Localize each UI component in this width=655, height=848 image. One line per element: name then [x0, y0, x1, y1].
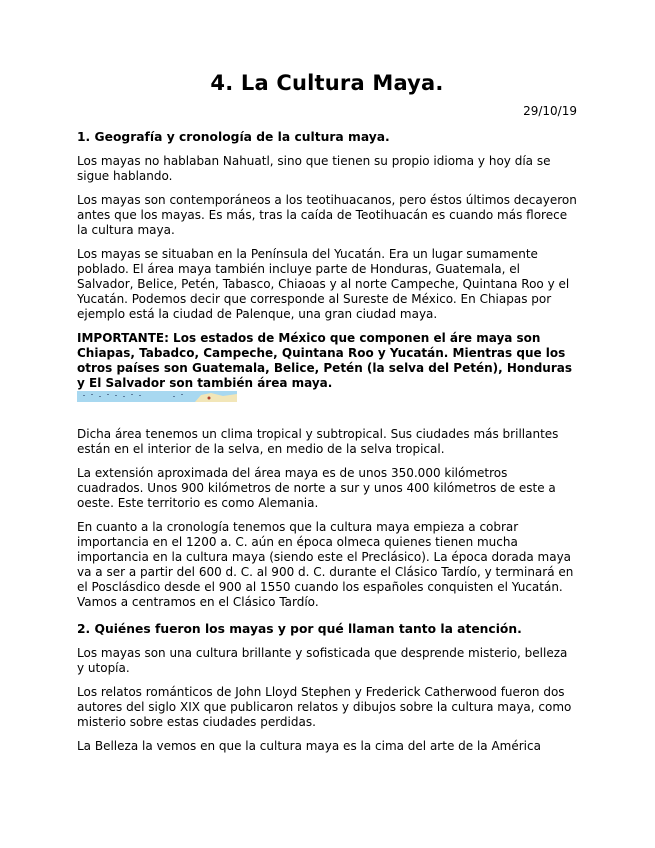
section-heading-geografia: 1. Geografía y cronología de la cultura maya.	[77, 130, 390, 144]
paragraph: Los relatos románticos de John Lloyd Stephen y Frederick Catherwood fueron dos autores del siglo XIX que publicaron relatos y dibujos sobre la cultura maya, como misterio sobre estas ciudades perdidas.	[77, 685, 572, 729]
paragraph: En cuanto a la cronología tenemos que la cultura maya empieza a cobrar importancia en el 1200 a. C. aún en época olmeca quienes tienen mucha importancia en la cultura maya (siendo este el Preclásico). La época dorada maya va a ser a partir del 600 d. C. al 900 d. C. durante el Clásico Tardío, y terminará en el Posclásdico desde el 900 al 1550 cuando los españoles conquisten el Yucatán. Vamos a centramos en el Clásico Tardío.	[77, 520, 574, 609]
spacer	[77, 402, 577, 418]
paragraph: La Belleza la vemos en que la cultura maya es la cima del arte de la América	[77, 739, 541, 753]
document-date: 29/10/19	[523, 104, 577, 118]
paragraph: Los mayas no hablaban Nahuatl, sino que tienen su propio idioma y hoy día se sigue hablando.	[77, 154, 551, 183]
paragraph: La extensión aproximada del área maya es de unos 350.000 kilómetros cuadrados. Unos 900 kilómetros de norte a sur y unos 400 kilómetros de este a oeste. Este territorio es como Alemania.	[77, 466, 556, 510]
map-image	[77, 391, 237, 402]
paragraph: Los mayas son contemporáneos a los teotihuacanos, pero éstos últimos decayeron antes que los mayas. Es más, tras la caída de Teotihuacán es cuando más florece la cultura maya.	[77, 193, 577, 237]
paragraph: Los mayas son una cultura brillante y sofisticada que desprende misterio, belleza y utopía.	[77, 646, 568, 675]
section-heading-quienes: 2. Quiénes fueron los mayas y por qué llaman tanto la atención.	[77, 622, 522, 636]
important-note: IMPORTANTE: Los estados de México que componen el áre maya son Chiapas, Tabadco, Campeche, Quintana Roo y Yucatán. Mientras que los otros países son Guatemala, Belice, Petén (la selva del Petén), Honduras y El Salvador son también área maya.	[77, 331, 572, 390]
paragraph: Dicha área tenemos un clima tropical y subtropical. Sus ciudades más brillantes están en el interior de la selva, en medio de la selva tropical.	[77, 427, 559, 456]
paragraph: Los mayas se situaban en la Península del Yucatán. Era un lugar sumamente poblado. El área maya también incluye parte de Honduras, Guatemala, el Salvador, Belice, Petén, Tabasco, Chiaoas y al norte Campeche, Quintana Roo y el Yucatán. Podemos decir que corresponde al Sureste de México. En Chiapas por ejemplo está la ciudad de Palenque, una gran ciudad maya.	[77, 247, 570, 321]
page-title: 4. La Cultura Maya.	[210, 71, 444, 95]
document-page	[77, 0, 577, 754]
